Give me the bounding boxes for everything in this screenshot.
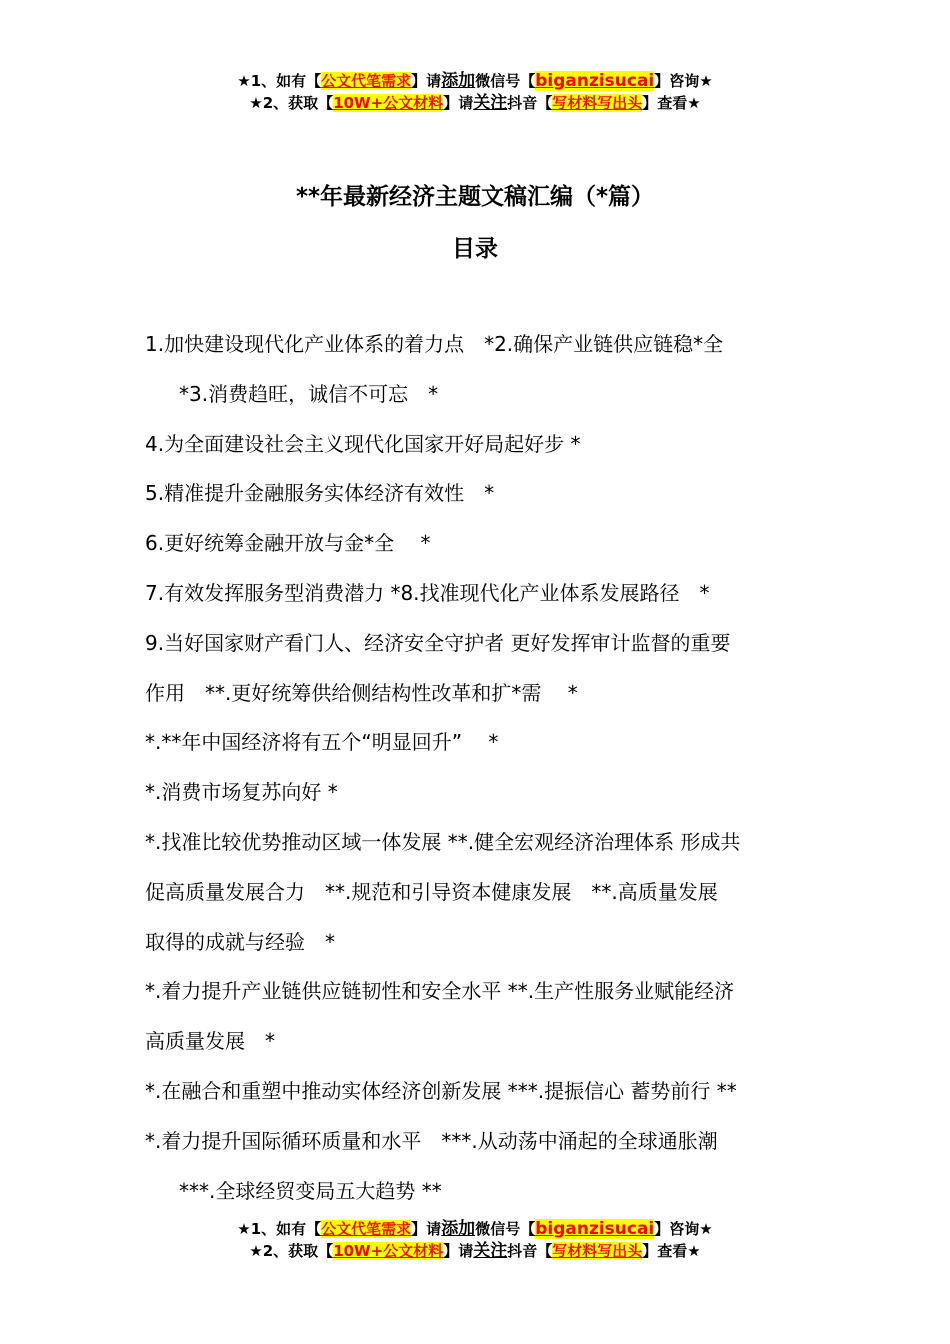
toc-line: *3.消费趋旺，诚信不可忘 * <box>179 381 439 406</box>
banner-text: ★1、如有【 <box>237 1220 322 1238</box>
header-banner <box>0 70 950 114</box>
banner-text: 微信号【 <box>475 72 536 90</box>
footer-banner <box>0 1218 950 1262</box>
toc-line: *.在融合和重塑中推动实体经济创新发展 ***.提振信心 蓄势前行 ** <box>145 1078 737 1103</box>
banner-text: 】查看★ <box>642 94 701 112</box>
toc-line: 促高质量发展合力 **.规范和引导资本健康发展 **.高质量发展 <box>145 879 718 904</box>
banner-highlight-douyin-id: 写材料写出头 <box>552 1242 643 1260</box>
banner-text: 】请 <box>411 1220 442 1238</box>
banner-text: 微信号【 <box>475 1220 536 1238</box>
toc-line: 7.有效发挥服务型消费潜力 *8.找准现代化产业体系发展路径 * <box>145 580 710 605</box>
toc-line: 6.更好统筹金融开放与金*全 * <box>145 531 431 556</box>
banner-text: 抖音【 <box>507 1242 553 1260</box>
banner-text: 】咨询★ <box>654 1220 713 1238</box>
banner-text: 】请 <box>443 1242 474 1260</box>
banner-text: 抖音【 <box>507 94 553 112</box>
doc-title: **年最新经济主题文稿汇编（*篇） <box>295 184 655 210</box>
toc-line: 4.为全面建设社会主义现代化国家开好局起好步 * <box>145 431 581 456</box>
header-banner-line-1 <box>0 70 950 92</box>
toc-line: 1.加快建设现代化产业体系的着力点 *2.确保产业链供应链稳*全 <box>145 332 724 356</box>
toc-line: *.着力提升产业链供应链韧性和安全水平 **.生产性服务业赋能经济 <box>145 979 735 1004</box>
header-banner-line-2 <box>0 92 950 114</box>
banner-highlight-douyin-id: 写材料写出头 <box>552 94 643 112</box>
banner-highlight-wechat-id: biganzisucai <box>535 1219 655 1239</box>
banner-underline-follow: 关注 <box>473 1241 508 1261</box>
toc-line: *.找准比较优势推动区域一体发展 **.健全宏观经济治理体系 形成共 <box>145 829 741 854</box>
banner-text: ★2、获取【 <box>249 94 334 112</box>
toc-line: *.**年中国经济将有五个“明显回升” * <box>145 730 499 755</box>
banner-highlight-wechat-id: biganzisucai <box>535 71 655 91</box>
toc-line: *.消费市场复苏向好 * <box>145 780 338 805</box>
table-of-contents <box>145 320 810 1216</box>
banner-text: ★1、如有【 <box>237 72 322 90</box>
toc-line: 5.精准提升金融服务实体经济有效性 * <box>145 481 495 506</box>
toc-line: 取得的成就与经验 * <box>145 929 335 954</box>
toc-line: ***.全球经贸变局五大趋势 ** <box>179 1178 442 1203</box>
footer-banner-line-1 <box>0 1218 950 1240</box>
toc-line: 9.当好国家财产看门人、经济安全守护者 更好发挥审计监督的重要 <box>145 630 731 655</box>
banner-highlight-materials: 10W+公文材料 <box>333 1242 444 1260</box>
banner-underline-add: 添加 <box>441 1219 476 1239</box>
toc-line: 高质量发展 * <box>145 1029 275 1054</box>
toc-heading: 目录 <box>452 236 498 262</box>
banner-highlight-service: 公文代笔需求 <box>321 1220 412 1238</box>
footer-banner-line-2 <box>0 1240 950 1262</box>
banner-text: 】请 <box>411 72 442 90</box>
banner-text: 】咨询★ <box>654 72 713 90</box>
banner-text: 】请 <box>443 94 474 112</box>
banner-highlight-service: 公文代笔需求 <box>321 72 412 90</box>
toc-line: 作用 **.更好统筹供给侧结构性改革和扩*需 * <box>145 680 578 705</box>
toc-line: *.着力提升国际循环质量和水平 ***.从动荡中涌起的全球通胀潮 <box>145 1128 718 1153</box>
banner-text: ★2、获取【 <box>249 1242 334 1260</box>
banner-underline-follow: 关注 <box>473 93 508 113</box>
banner-underline-add: 添加 <box>441 71 476 91</box>
banner-highlight-materials: 10W+公文材料 <box>333 94 444 112</box>
banner-text: 】查看★ <box>642 1242 701 1260</box>
